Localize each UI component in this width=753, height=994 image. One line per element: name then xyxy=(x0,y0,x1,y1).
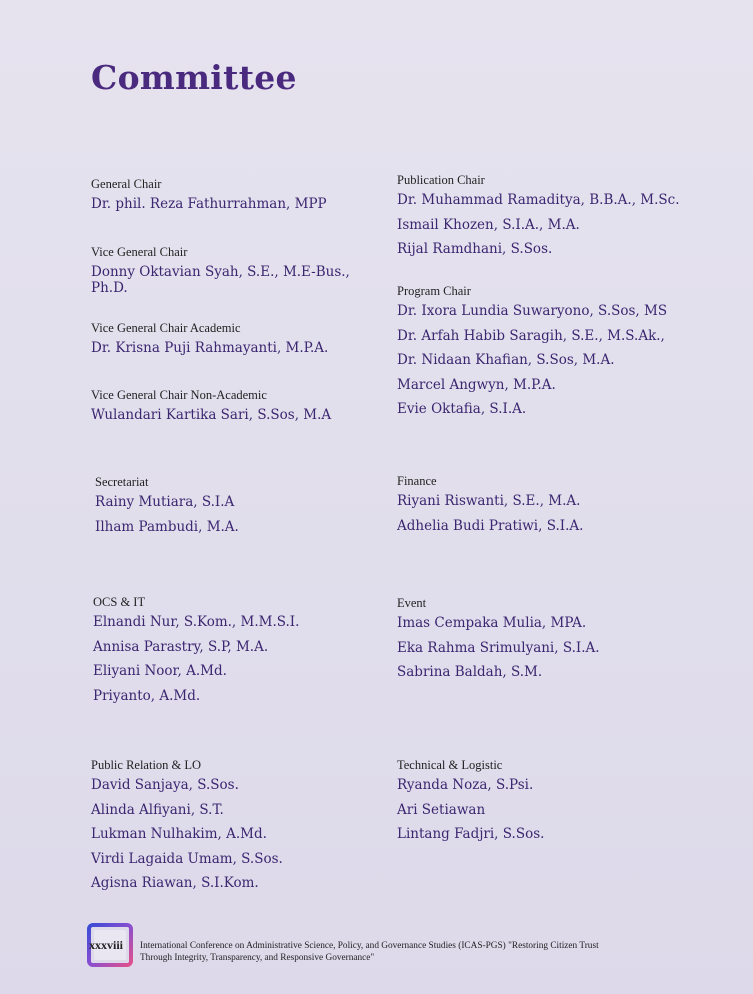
member-name: Virdi Lagaida Umam, S.Sos. xyxy=(91,850,283,867)
section-label: Vice General Chair Academic xyxy=(91,321,241,335)
member-name: Annisa Parastry, S.P, M.A. xyxy=(93,638,269,655)
member-name: Ismail Khozen, S.I.A., M.A. xyxy=(397,216,580,233)
section-vice-general-chair-academic xyxy=(91,321,328,365)
member-name: Dr. phil. Reza Fathurrahman, MPP xyxy=(91,196,327,212)
section-event xyxy=(397,596,600,689)
section-label: Public Relation & LO xyxy=(91,758,202,772)
section-label: Event xyxy=(397,596,427,610)
member-name: Ilham Pambudi, M.A. xyxy=(95,518,239,535)
member-name: David Sanjaya, S.Sos. xyxy=(91,777,239,793)
section-label: Vice General Chair Non-Academic xyxy=(91,388,267,402)
section-secretariat xyxy=(95,475,239,543)
section-label: Technical & Logistic xyxy=(397,758,503,772)
section-label: Publication Chair xyxy=(397,173,485,187)
member-name: Imas Cempaka Mulia, MPA. xyxy=(397,615,587,631)
member-name: Dr. Muhammad Ramaditya, B.B.A., M.Sc. xyxy=(397,192,680,208)
section-finance xyxy=(397,474,583,542)
footer-line: International Conference on Administrative Science, Policy, and Governance Studies (ICAS-PGS) "Restoring Citizen Trust xyxy=(140,941,599,951)
member-name: Marcel Angwyn, M.P.A. xyxy=(397,376,556,393)
member-name: Alinda Alfiyani, S.T. xyxy=(91,801,224,818)
section-label: OCS & IT xyxy=(93,595,146,609)
member-name: Elnandi Nur, S.Kom., M.M.S.I. xyxy=(93,614,300,630)
member-name: Dr. Nidaan Khafian, S.Sos, M.A. xyxy=(397,352,615,368)
member-name: Rainy Mutiara, S.I.A xyxy=(95,494,235,510)
page-title: Committee xyxy=(91,58,297,97)
member-name: Eliyani Noor, A.Md. xyxy=(93,663,227,679)
member-name: Dr. Ixora Lundia Suwaryono, S.Sos, MS xyxy=(397,303,668,319)
section-ocs-it xyxy=(93,595,299,712)
member-name: Ryanda Noza, S.Psi. xyxy=(397,777,534,793)
section-program-chair xyxy=(397,284,667,426)
footer-line: Through Integrity, Transparency, and Responsive Governance" xyxy=(140,953,375,963)
footer-conference-title xyxy=(140,940,700,964)
section-vice-general-chair-non-academic xyxy=(91,388,331,432)
member-name: Wulandari Kartika Sari, S.Sos, M.A xyxy=(91,407,332,423)
section-label: General Chair xyxy=(91,177,162,191)
page-number: xxxviii xyxy=(89,938,124,952)
member-name: Rijal Ramdhani, S.Sos. xyxy=(397,241,553,257)
member-name: Lukman Nulhakim, A.Md. xyxy=(91,826,267,842)
member-name: Dr. Krisna Puji Rahmayanti, M.P.A. xyxy=(91,340,329,356)
member-name: Eka Rahma Srimulyani, S.I.A. xyxy=(397,639,600,656)
member-name: Sabrina Baldah, S.M. xyxy=(397,664,543,680)
member-name: Riyani Riswanti, S.E., M.A. xyxy=(397,493,581,509)
section-label: Finance xyxy=(397,474,437,488)
section-public-relation-lo xyxy=(91,758,283,900)
section-general-chair xyxy=(91,177,327,221)
member-name: Donny Oktavian Syah, S.E., M.E-Bus., Ph.D. xyxy=(91,264,350,296)
section-publication-chair xyxy=(397,173,680,266)
member-name: Evie Oktafia, S.I.A. xyxy=(397,401,527,417)
member-name: Agisna Riawan, S.I.Kom. xyxy=(91,875,259,891)
section-technical-logistic xyxy=(397,758,544,851)
member-name: Ari Setiawan xyxy=(397,801,486,818)
section-label: Vice General Chair xyxy=(91,245,188,259)
member-name: Lintang Fadjri, S.Sos. xyxy=(397,826,545,842)
section-label: Secretariat xyxy=(95,475,149,489)
member-name: Priyanto, A.Md. xyxy=(93,687,201,704)
member-name: Adhelia Budi Pratiwi, S.I.A. xyxy=(397,517,584,534)
section-label: Program Chair xyxy=(397,284,471,298)
section-vice-general-chair xyxy=(91,245,381,305)
member-name: Dr. Arfah Habib Saragih, S.E., M.S.Ak., xyxy=(397,327,665,344)
